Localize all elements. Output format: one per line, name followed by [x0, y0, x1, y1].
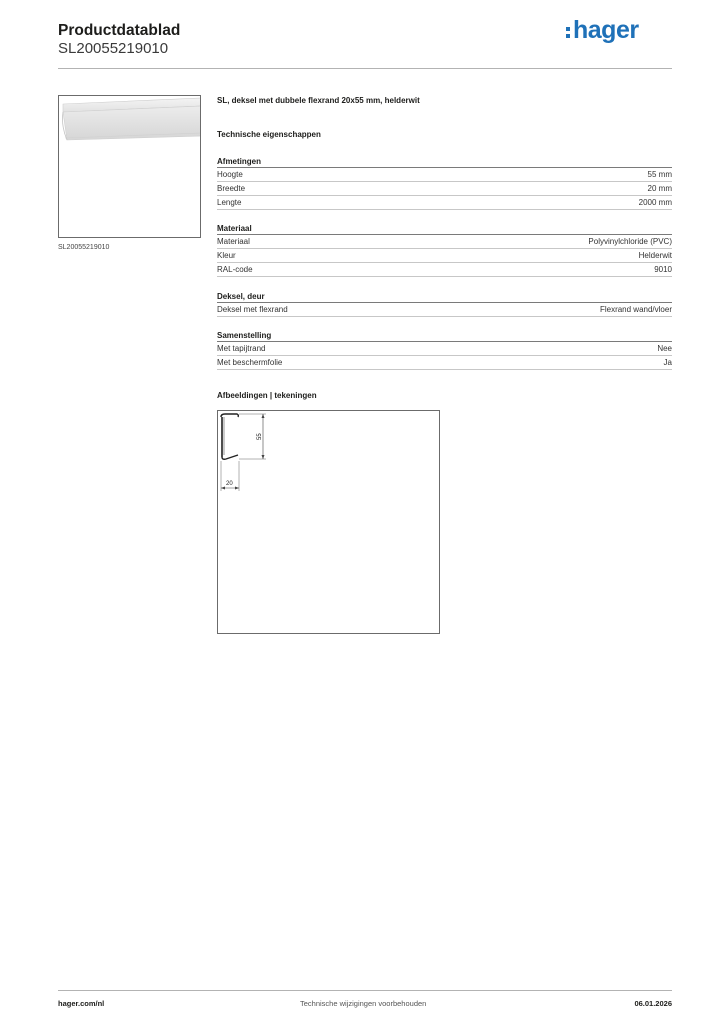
spec-row: [217, 196, 672, 210]
spec-label: Breedte: [217, 184, 246, 193]
spec-value: 9010: [654, 265, 672, 274]
spec-label: Met tapijtrand: [217, 344, 266, 353]
spec-label: Kleur: [217, 251, 236, 260]
spec-row: [217, 342, 672, 356]
page-title: Productdatablad: [58, 22, 181, 39]
spec-row: [217, 182, 672, 196]
spec-label: Lengte: [217, 198, 242, 207]
photo-caption: SL20055219010: [58, 244, 110, 251]
spec-group-title: Materiaal: [217, 223, 672, 235]
product-photo: [58, 95, 201, 238]
spec-group-deksel-deur: [217, 291, 672, 317]
footer-disclaimer: Technische wijzigingen voorbehouden: [300, 999, 427, 1008]
spec-row: [217, 303, 672, 317]
spec-value: 20 mm: [647, 184, 672, 193]
footer-date: 06.01.2026: [634, 999, 672, 1008]
spec-row: [217, 249, 672, 263]
spec-row: [217, 168, 672, 182]
tech-properties-heading: Technische eigenschappen: [217, 130, 321, 139]
images-heading: Afbeeldingen | tekeningen: [217, 391, 317, 400]
product-code-heading: SL20055219010: [58, 40, 169, 57]
spec-value: Nee: [657, 344, 672, 353]
spec-label: Hoogte: [217, 170, 243, 179]
height-dimension-label: 55: [257, 433, 263, 440]
spec-group-samenstelling: [217, 330, 672, 370]
footer-divider: [58, 990, 672, 991]
spec-label: RAL-code: [217, 265, 253, 274]
spec-value: Flexrand wand/vloer: [599, 305, 672, 314]
spec-row: [217, 235, 672, 249]
spec-row: [217, 263, 672, 277]
profile-drawing: [218, 411, 439, 633]
product-title: SL, deksel met dubbele flexrand 20x55 mm, helderwit: [217, 96, 420, 105]
spec-group-title: Afmetingen: [217, 156, 672, 168]
spec-group-afmetingen: [217, 156, 672, 210]
spec-value: Polyvinylchloride (PVC): [588, 237, 672, 246]
spec-value: Ja: [663, 358, 672, 367]
spec-label: Deksel met flexrand: [217, 305, 288, 314]
width-dimension-label: 20: [226, 481, 233, 487]
spec-group-title: Samenstelling: [217, 330, 672, 342]
spec-value: 55 mm: [647, 170, 672, 179]
footer-website-link[interactable]: hager.com/nl: [58, 999, 105, 1008]
spec-label: Materiaal: [217, 237, 250, 246]
technical-drawing: [217, 410, 440, 634]
spec-group-materiaal: [217, 223, 672, 277]
spec-value: 2000 mm: [638, 198, 672, 207]
spec-label: Met beschermfolie: [217, 358, 283, 367]
hager-logo: [566, 16, 639, 45]
spec-value: Helderwit: [638, 251, 672, 260]
logo-text: hager: [573, 16, 639, 44]
cover-strip-image: [59, 96, 201, 238]
header-divider: [58, 68, 672, 69]
logo-colon-icon: [566, 27, 570, 38]
spec-group-title: Deksel, deur: [217, 291, 672, 303]
spec-row: [217, 356, 672, 370]
